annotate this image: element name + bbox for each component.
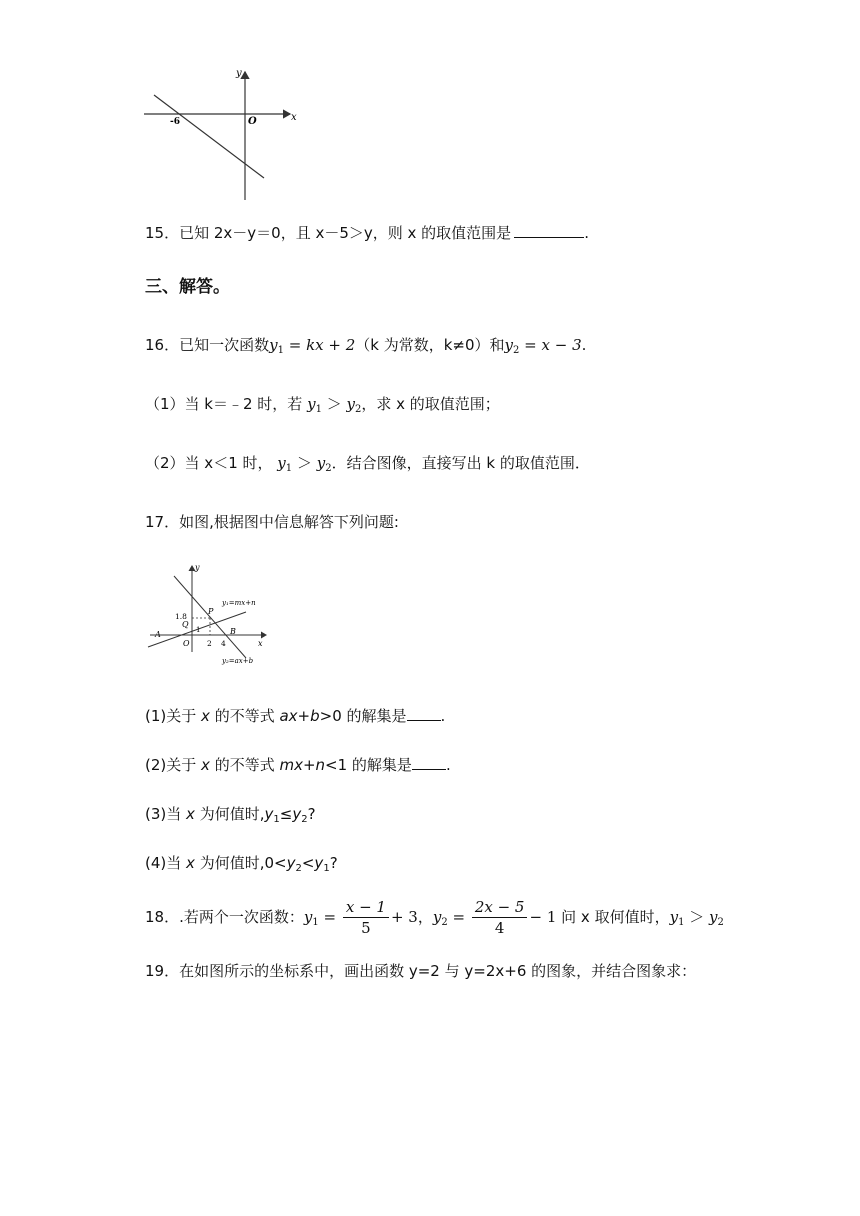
- q16-part2-prefix: （2）当 x＜1 时，: [145, 454, 273, 472]
- q17-number: 17．: [145, 513, 180, 531]
- q16-part1-suffix: ，求 x 的取值范围；: [361, 395, 500, 413]
- q15-number: 15．: [145, 224, 180, 242]
- q19: [145, 960, 696, 982]
- q19-number: 19．: [145, 962, 180, 980]
- q17-line2-label: y₂=ax+b: [222, 657, 254, 665]
- q18-question: 问 x 取何值时，: [561, 908, 670, 926]
- q16-intro: [145, 334, 586, 356]
- q17-intro: [145, 511, 399, 533]
- q17-part1-ineq: ax+b: [279, 707, 320, 725]
- q16-part2: [145, 452, 590, 474]
- q18-text: .若两个一次函数：: [179, 908, 304, 926]
- q17-label-P: P: [208, 607, 214, 616]
- q17-label-A: A: [155, 630, 161, 639]
- q16-number: 16．: [145, 336, 180, 354]
- q17-x-label: x: [258, 639, 263, 648]
- q16-part1: [145, 393, 500, 415]
- q18-y1: $y_1$ =: [303, 908, 341, 928]
- q18-number: 18．: [145, 908, 180, 926]
- q17-part4: (4)当 x 为何值时$,0<y_2<y_1$?: [145, 854, 338, 874]
- q15-end: .: [584, 224, 589, 242]
- q15: [145, 222, 589, 244]
- q17-tick-2: 2: [207, 639, 212, 648]
- q17-origin-label: O: [183, 639, 190, 648]
- q17-label-B: B: [230, 627, 236, 636]
- q14-origin-label: O: [248, 116, 257, 127]
- q16-intro-text: 已知一次函数: [179, 336, 270, 354]
- q18: 18．.若两个一次函数：$y_1$ = $\frac{x - 1}{5}$ + 3，$y_2$ = $\frac{2x - 5}{4}$ − 1 问 x 取何值时，$y_1 > y_2$: [145, 898, 724, 937]
- q16-y2: $y_2 = x - 3$: [504, 336, 582, 356]
- q17-part3: (3)当 x 为何值时$,y_1\le y_2$?: [145, 805, 316, 825]
- q15-text: 已知 2x－y＝0，且 x－5＞y，则 x 的取值范围是: [179, 224, 512, 242]
- q15-blank: [514, 223, 584, 238]
- q16-part1-prefix: （1）当 k＝﹣2 时，若: [145, 395, 303, 413]
- q17-line1-label: y₁=mx+n: [222, 599, 256, 607]
- q17-text: 如图,根据图中信息解答下列问题:: [179, 513, 399, 531]
- q17-part2: (2)关于 x 的不等式 mx+n<1 的解集是 .: [145, 756, 451, 774]
- q16-part2-suffix: ．结合图像，直接写出 k 的取值范围．: [331, 454, 590, 472]
- q18-fraction-2: $\frac{2x - 5}{4}$: [472, 897, 528, 938]
- q14-line: [154, 95, 264, 178]
- q14-x-label: x: [291, 112, 297, 123]
- q16-y2-expr: x − 3: [541, 336, 582, 354]
- q17-label-Q: Q: [182, 620, 189, 629]
- q17-part2-blank: [412, 755, 446, 770]
- q17-tick-1: 1: [196, 626, 201, 634]
- q17-label-18: 1.8: [175, 612, 187, 621]
- q14-tick-label: -6: [170, 117, 180, 127]
- q19-text: 在如图所示的坐标系中，画出函数 y=2 与 y=2x+6 的图象，并结合图象求：: [179, 962, 697, 980]
- q14-graph: [140, 62, 305, 204]
- q18-y2: $y_2$ =: [432, 908, 470, 928]
- q16-part2-ineq: $y_1 > y_2$: [277, 454, 332, 474]
- q17-part1-blank: [407, 706, 441, 721]
- q16-part1-ineq: $y_1 > y_2$: [307, 395, 362, 415]
- section-3-title: 三、解答。: [145, 277, 230, 297]
- q18-fraction-1: $\frac{x - 1}{5}$: [343, 897, 389, 938]
- q17-part1: (1)关于 x 的不等式 ax+b>0 的解集是 .: [145, 707, 446, 725]
- q16-y1-expr: kx + 2: [306, 336, 356, 354]
- q16-cond: （k 为常数，k≠0）和: [355, 336, 505, 354]
- q14-y-label: y: [236, 68, 242, 79]
- q16-y1: $y_1$ = kx + 2: [269, 336, 356, 356]
- q17-graph: [142, 560, 282, 670]
- q18-ineq: $y_1 > y_2$: [669, 908, 724, 928]
- q16-end: .: [581, 336, 587, 354]
- q17-part2-ineq: mx+n: [279, 756, 326, 774]
- q17-y-label: y: [195, 563, 200, 572]
- q17-tick-4: 4: [221, 639, 226, 648]
